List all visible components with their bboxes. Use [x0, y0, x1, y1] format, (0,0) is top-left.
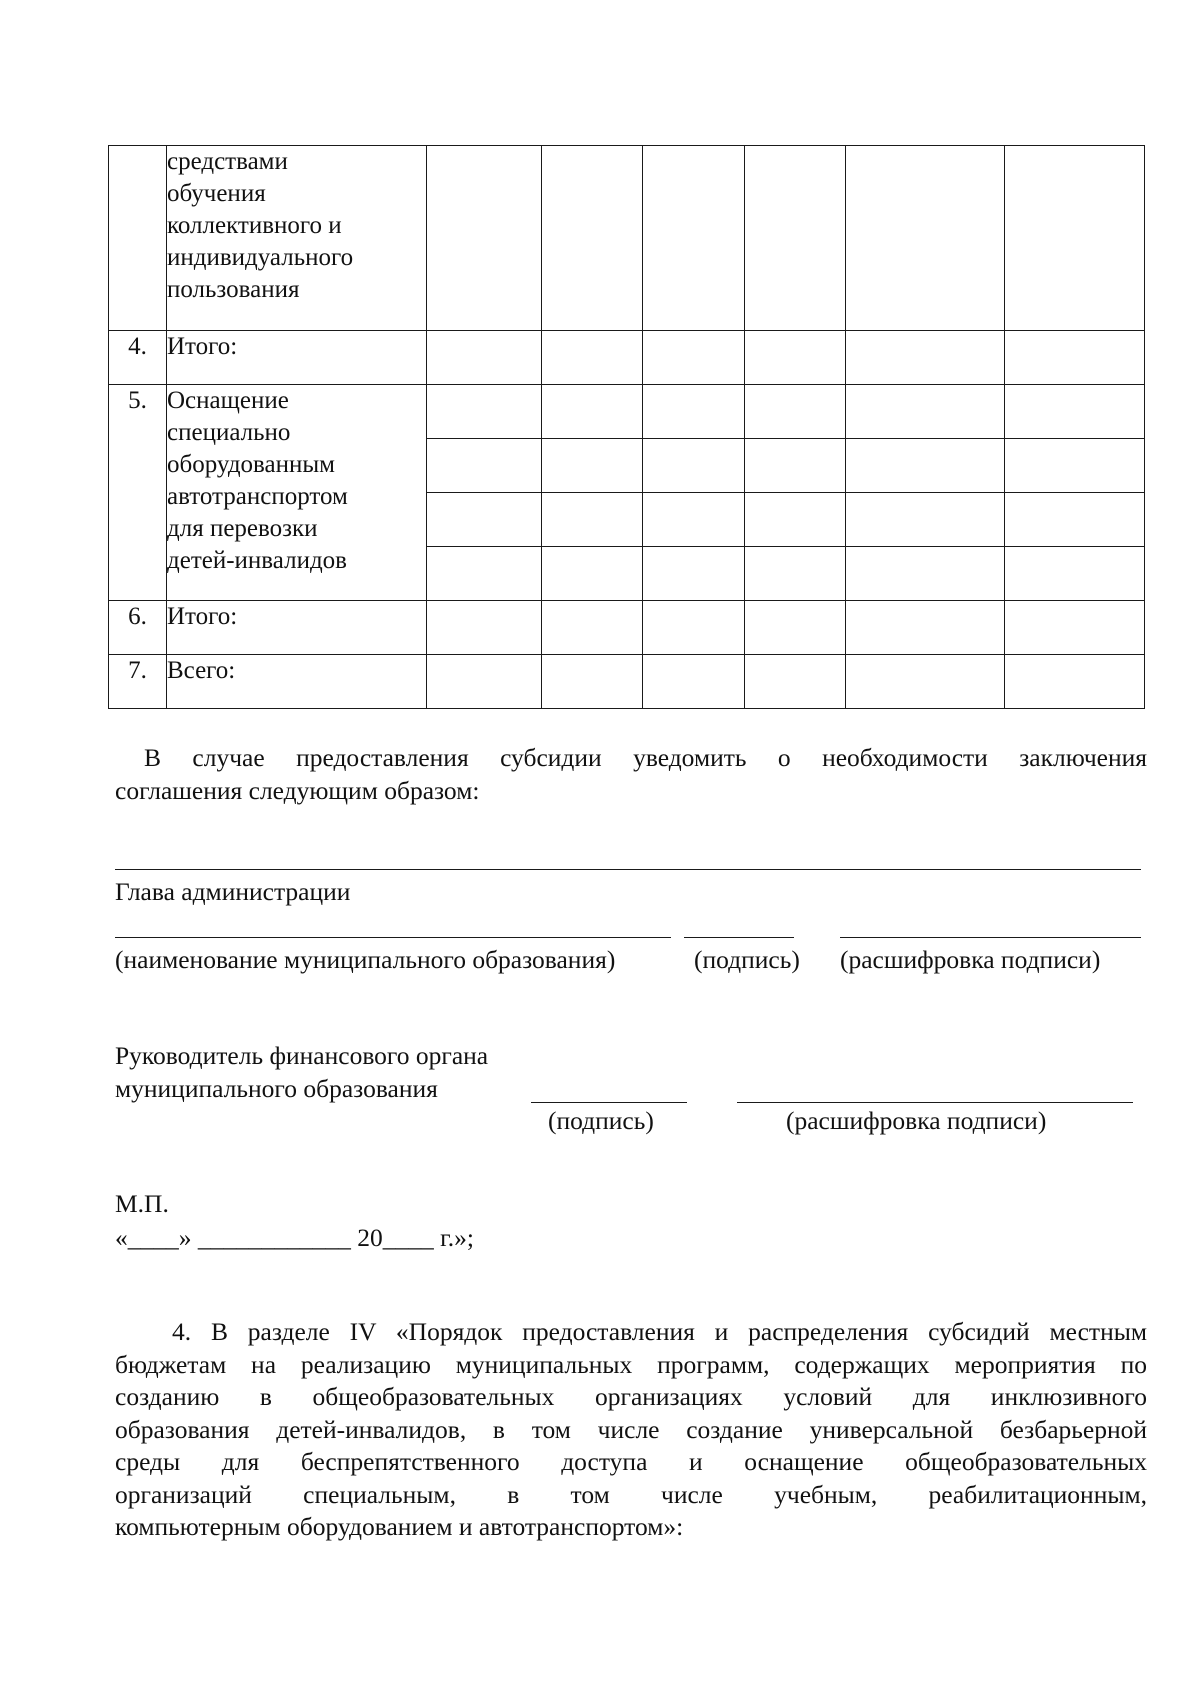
table-cell — [1005, 547, 1145, 601]
table-cell — [745, 547, 846, 601]
blank-line — [115, 869, 1141, 870]
row-number: 5. — [109, 385, 167, 601]
section4-line: организаций специальным, в том числе учебным, реабилитационным, — [115, 1479, 1147, 1509]
table-cell — [643, 385, 745, 439]
row-number: 6. — [109, 601, 167, 655]
table-cell — [643, 655, 745, 709]
table-cell — [643, 601, 745, 655]
row-name: Всего: — [167, 655, 427, 709]
blank-line — [531, 1102, 687, 1103]
table-cell — [542, 439, 643, 493]
row-number — [109, 146, 167, 331]
table-cell — [427, 655, 542, 709]
table-cell — [1005, 385, 1145, 439]
notice-line: В случае предоставления субсидии уведомить о необходимости заключения — [144, 743, 1147, 772]
table-cell — [846, 385, 1005, 439]
row-name-text: Оснащение специально оборудованным автотранспортом для перевозки детей-инвалидов — [167, 387, 348, 574]
blank-line — [840, 937, 1141, 938]
table-cell — [427, 439, 542, 493]
table-cell — [846, 493, 1005, 547]
table-cell — [745, 385, 846, 439]
table-cell — [1005, 493, 1145, 547]
row-name-text: средствами обучения коллективного и индивидуального пользования — [167, 148, 354, 303]
table-row — [109, 385, 1145, 439]
caption-signature-decoding: (расшифровка подписи) — [786, 1106, 1047, 1135]
caption-signature: (подпись) — [548, 1106, 654, 1135]
blank-line — [737, 1102, 1133, 1103]
table-cell — [427, 385, 542, 439]
table-cell — [745, 493, 846, 547]
row-name: Итого: — [167, 601, 427, 655]
table-cell — [1005, 146, 1145, 331]
caption-municipality: (наименование муниципального образования) — [115, 945, 616, 974]
section4-line: созданию в общеобразовательных организациях условий для инклюзивного — [115, 1382, 1147, 1411]
table-cell — [542, 547, 643, 601]
table-cell — [427, 493, 542, 547]
stamp-place-label: М.П. — [115, 1189, 169, 1218]
fin-head-title-line1: Руководитель финансового органа — [115, 1041, 489, 1070]
table-cell — [542, 331, 643, 385]
table-cell — [542, 146, 643, 331]
table-cell — [846, 655, 1005, 709]
table-cell — [1005, 439, 1145, 493]
table-cell — [427, 146, 542, 331]
notice-line: соглашения следующим образом: — [115, 775, 480, 805]
table-cell — [1005, 331, 1145, 385]
table-cell — [643, 547, 745, 601]
caption-signature-decoding: (расшифровка подписи) — [840, 945, 1101, 974]
blank-line — [684, 937, 794, 938]
table-cell — [1005, 655, 1145, 709]
table-cell — [427, 331, 542, 385]
section4-line: бюджетам на реализацию муниципальных программ, содержащих мероприятия по — [115, 1349, 1147, 1379]
section4-line: образования детей-инвалидов, в том числе создание универсальной безбарьерной — [115, 1414, 1147, 1444]
section4-line: компьютерным оборудованием и автотранспортом»: — [115, 1512, 684, 1541]
table-cell — [745, 439, 846, 493]
row-number: 4. — [109, 331, 167, 385]
table-cell — [846, 146, 1005, 331]
table-cell — [427, 547, 542, 601]
date-line: «____» ____________ 20____ г.»; — [115, 1223, 474, 1252]
table-row — [109, 331, 1145, 385]
table-cell — [643, 146, 745, 331]
table-cell — [643, 439, 745, 493]
table-cell — [427, 601, 542, 655]
table-cell — [745, 655, 846, 709]
table-cell — [542, 655, 643, 709]
section4-line: среды для беспрепятственного доступа и оснащение общеобразовательных — [115, 1447, 1147, 1476]
row-name — [167, 146, 427, 331]
notice-paragraph — [115, 742, 1147, 807]
table-cell — [643, 493, 745, 547]
table-cell — [643, 331, 745, 385]
table-cell — [1005, 601, 1145, 655]
table-cell — [542, 385, 643, 439]
head-admin-title: Глава администрации — [115, 877, 351, 906]
table-row — [109, 655, 1145, 709]
row-number: 7. — [109, 655, 167, 709]
row-name — [167, 385, 427, 601]
caption-signature: (подпись) — [694, 945, 800, 974]
table-cell — [846, 547, 1005, 601]
table-cell — [745, 331, 846, 385]
table-cell — [745, 601, 846, 655]
subsidy-table — [108, 145, 1145, 709]
table-cell — [846, 331, 1005, 385]
section4-paragraph — [115, 1316, 1147, 1544]
table-cell — [542, 601, 643, 655]
blank-line — [115, 937, 671, 938]
table-row — [109, 146, 1145, 331]
table-cell — [846, 439, 1005, 493]
section4-line: 4. В разделе IV «Порядок предоставления и распределения субсидий местным — [172, 1317, 1147, 1346]
table-cell — [542, 493, 643, 547]
row-name: Итого: — [167, 331, 427, 385]
table-row — [109, 601, 1145, 655]
fin-head-title-line2: муниципального образования — [115, 1074, 438, 1103]
table-cell — [745, 146, 846, 331]
table-cell — [846, 601, 1005, 655]
